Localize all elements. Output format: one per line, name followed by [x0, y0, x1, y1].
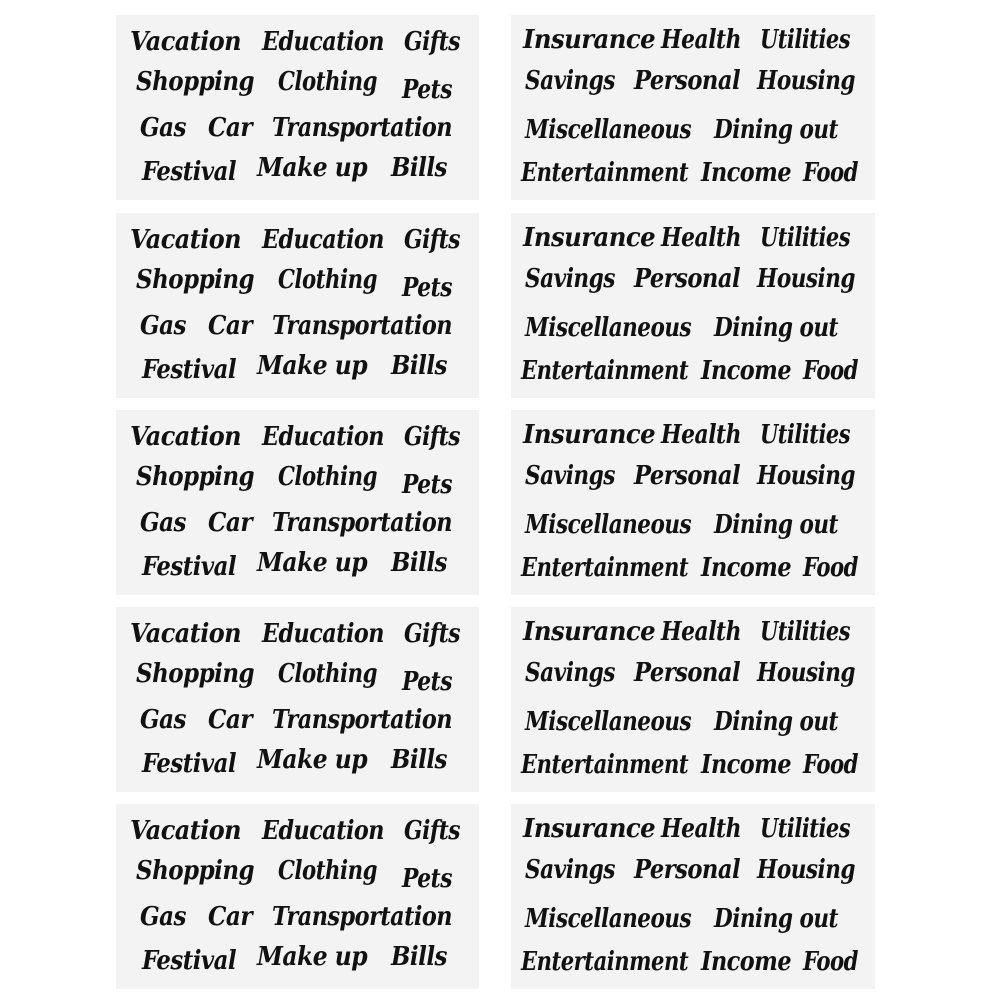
label-vacation: Vacation	[130, 619, 242, 649]
label-clothing: Clothing	[278, 67, 377, 97]
label-gifts: Gifts	[404, 816, 461, 846]
label-festival: Festival	[142, 552, 236, 582]
label-food: Food	[803, 750, 859, 780]
label-housing: Housing	[757, 461, 856, 491]
label-gas: Gas	[140, 508, 186, 538]
label-gifts: Gifts	[404, 27, 461, 57]
label-gas: Gas	[140, 311, 186, 341]
label-personal: Personal	[634, 264, 741, 294]
label-personal: Personal	[634, 66, 741, 96]
left-sticker-sheet	[116, 804, 479, 989]
label-health: Health	[661, 814, 742, 844]
label-dining-out: Dining out	[714, 510, 839, 540]
label-clothing: Clothing	[278, 265, 377, 295]
label-housing: Housing	[757, 658, 856, 688]
label-personal: Personal	[634, 461, 741, 491]
label-utilities: Utilities	[760, 420, 851, 450]
label-clothing: Clothing	[278, 659, 377, 689]
label-insurance: Insurance	[523, 25, 656, 55]
label-clothing: Clothing	[278, 462, 377, 492]
label-gifts: Gifts	[404, 225, 461, 255]
label-gifts: Gifts	[404, 619, 461, 649]
label-health: Health	[661, 223, 742, 253]
label-savings: Savings	[525, 461, 615, 491]
label-gas: Gas	[140, 113, 186, 143]
label-miscellaneous: Miscellaneous	[525, 510, 692, 540]
label-insurance: Insurance	[523, 420, 656, 450]
label-insurance: Insurance	[523, 223, 656, 253]
label-festival: Festival	[142, 355, 236, 385]
label-food: Food	[803, 158, 859, 188]
label-education: Education	[262, 619, 384, 649]
label-bills: Bills	[391, 745, 447, 775]
label-dining-out: Dining out	[714, 115, 839, 145]
label-transportation: Transportation	[272, 113, 453, 143]
label-dining-out: Dining out	[714, 904, 839, 934]
label-miscellaneous: Miscellaneous	[525, 904, 692, 934]
right-sticker-sheet	[511, 607, 875, 792]
label-make-up: Make up	[257, 942, 368, 972]
label-savings: Savings	[525, 855, 615, 885]
label-food: Food	[803, 356, 859, 386]
label-shopping: Shopping	[136, 659, 255, 689]
label-festival: Festival	[142, 157, 236, 187]
label-shopping: Shopping	[136, 265, 255, 295]
left-sticker-sheet	[116, 15, 479, 200]
label-bills: Bills	[391, 548, 447, 578]
label-savings: Savings	[525, 658, 615, 688]
label-health: Health	[661, 420, 742, 450]
left-sticker-sheet	[116, 410, 479, 595]
label-pets: Pets	[402, 864, 452, 894]
label-education: Education	[262, 225, 384, 255]
label-income: Income	[701, 356, 792, 386]
label-health: Health	[661, 25, 742, 55]
label-vacation: Vacation	[130, 816, 242, 846]
right-sticker-sheet	[511, 213, 875, 398]
right-sticker-sheet	[511, 804, 875, 989]
label-income: Income	[701, 158, 792, 188]
label-education: Education	[262, 816, 384, 846]
label-pets: Pets	[402, 470, 452, 500]
left-sticker-sheet	[116, 607, 479, 792]
label-health: Health	[661, 617, 742, 647]
label-housing: Housing	[757, 66, 856, 96]
label-make-up: Make up	[257, 153, 368, 183]
label-transportation: Transportation	[272, 508, 453, 538]
label-gas: Gas	[140, 902, 186, 932]
label-dining-out: Dining out	[714, 707, 839, 737]
label-make-up: Make up	[257, 745, 368, 775]
label-personal: Personal	[634, 658, 741, 688]
label-entertainment: Entertainment	[521, 947, 689, 977]
label-vacation: Vacation	[130, 225, 242, 255]
label-dining-out: Dining out	[714, 313, 839, 343]
label-shopping: Shopping	[136, 462, 255, 492]
label-miscellaneous: Miscellaneous	[525, 313, 692, 343]
label-transportation: Transportation	[272, 902, 453, 932]
label-festival: Festival	[142, 749, 236, 779]
right-sticker-sheet	[511, 410, 875, 595]
label-housing: Housing	[757, 264, 856, 294]
label-housing: Housing	[757, 855, 856, 885]
label-clothing: Clothing	[278, 856, 377, 886]
label-utilities: Utilities	[760, 223, 851, 253]
label-income: Income	[701, 553, 792, 583]
label-income: Income	[701, 750, 792, 780]
label-bills: Bills	[391, 351, 447, 381]
label-bills: Bills	[391, 942, 447, 972]
label-pets: Pets	[402, 75, 452, 105]
label-make-up: Make up	[257, 351, 368, 381]
label-miscellaneous: Miscellaneous	[525, 115, 692, 145]
label-car: Car	[208, 311, 253, 341]
label-utilities: Utilities	[760, 814, 851, 844]
label-car: Car	[208, 902, 253, 932]
label-personal: Personal	[634, 855, 741, 885]
label-vacation: Vacation	[130, 27, 242, 57]
label-car: Car	[208, 705, 253, 735]
label-bills: Bills	[391, 153, 447, 183]
label-make-up: Make up	[257, 548, 368, 578]
label-entertainment: Entertainment	[521, 158, 689, 188]
label-vacation: Vacation	[130, 422, 242, 452]
label-food: Food	[803, 553, 859, 583]
label-shopping: Shopping	[136, 67, 255, 97]
label-car: Car	[208, 113, 253, 143]
left-sticker-sheet	[116, 213, 479, 398]
label-entertainment: Entertainment	[521, 750, 689, 780]
label-transportation: Transportation	[272, 311, 453, 341]
label-savings: Savings	[525, 66, 615, 96]
label-entertainment: Entertainment	[521, 553, 689, 583]
label-savings: Savings	[525, 264, 615, 294]
label-festival: Festival	[142, 946, 236, 976]
label-pets: Pets	[402, 273, 452, 303]
label-education: Education	[262, 27, 384, 57]
label-pets: Pets	[402, 667, 452, 697]
label-education: Education	[262, 422, 384, 452]
label-utilities: Utilities	[760, 25, 851, 55]
label-income: Income	[701, 947, 792, 977]
label-insurance: Insurance	[523, 617, 656, 647]
label-car: Car	[208, 508, 253, 538]
label-gas: Gas	[140, 705, 186, 735]
label-entertainment: Entertainment	[521, 356, 689, 386]
label-utilities: Utilities	[760, 617, 851, 647]
label-shopping: Shopping	[136, 856, 255, 886]
label-insurance: Insurance	[523, 814, 656, 844]
label-miscellaneous: Miscellaneous	[525, 707, 692, 737]
label-gifts: Gifts	[404, 422, 461, 452]
right-sticker-sheet	[511, 15, 875, 200]
label-transportation: Transportation	[272, 705, 453, 735]
label-food: Food	[803, 947, 859, 977]
